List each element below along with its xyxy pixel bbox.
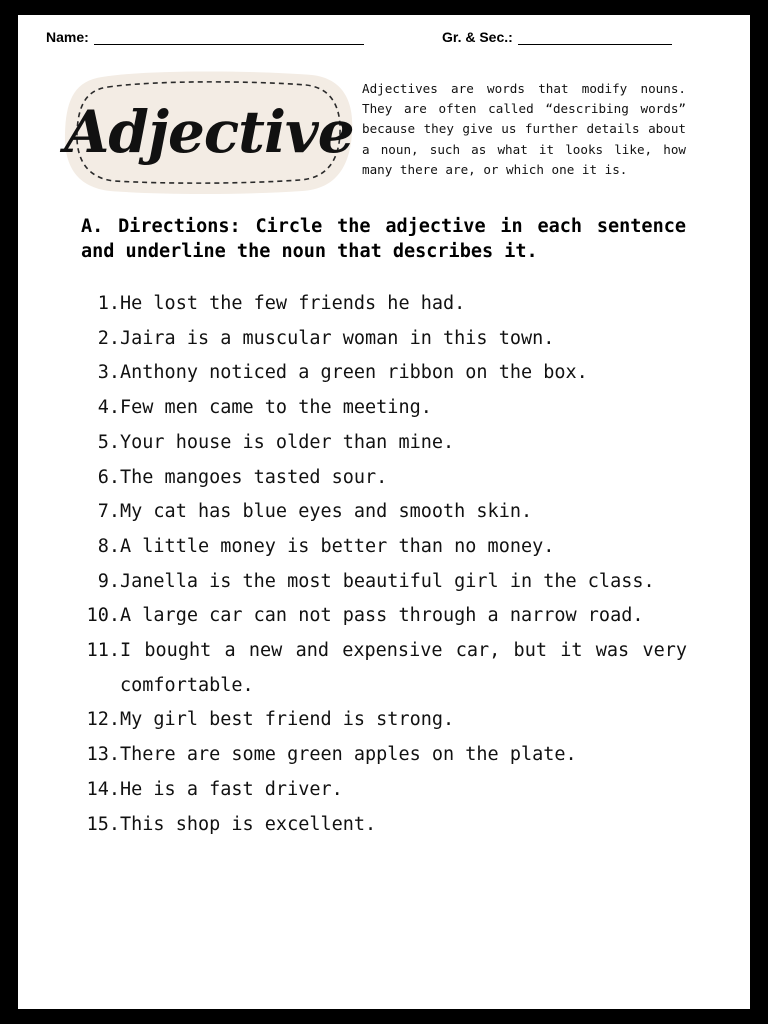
list-item <box>76 808 687 843</box>
item-sentence: I bought a new and expensive car, but it was very comfortable. <box>120 640 687 696</box>
item-sentence: A little money is better than no money. <box>120 535 555 557</box>
item-number: 9. <box>97 570 120 592</box>
list-item <box>76 391 687 426</box>
grade-section-label: Gr. & Sec.: <box>442 29 513 45</box>
item-number: 14. <box>86 778 120 800</box>
list-item <box>76 738 687 773</box>
item-number: 12. <box>86 709 120 731</box>
list-item <box>76 530 687 565</box>
list-item <box>76 461 687 496</box>
grade-section-blank-line[interactable] <box>518 30 672 45</box>
list-item <box>76 495 687 530</box>
item-sentence: Your house is older than mine. <box>120 431 455 453</box>
item-sentence: Janella is the most beautiful girl in the class. <box>120 570 655 592</box>
item-number: 10. <box>86 605 120 627</box>
worksheet-page <box>18 15 750 1009</box>
item-number: 6. <box>97 466 120 488</box>
intro-paragraph: Adjectives are words that modify nouns. They are often called “describing words” because they give us further details about a noun, such as what it looks like, how many there are, or which one it is. <box>362 81 686 177</box>
title-badge <box>62 67 356 197</box>
item-sentence: Anthony noticed a green ribbon on the box. <box>120 362 588 384</box>
item-sentence: He lost the few friends he had. <box>120 293 466 314</box>
item-sentence: The mangoes tasted sour. <box>120 466 388 488</box>
name-blank-line[interactable] <box>94 30 364 45</box>
item-number: 4. <box>97 397 120 419</box>
item-number: 13. <box>86 744 120 766</box>
list-item <box>76 634 687 703</box>
list-item <box>76 599 687 634</box>
list-item <box>76 773 687 808</box>
student-info-header <box>46 29 722 51</box>
item-sentence: Jaira is a muscular woman in this town. <box>120 327 555 349</box>
directions-text: A. Directions: Circle the adjective in each sentence and underline the noun that describes it. <box>81 216 686 262</box>
list-item <box>76 356 687 391</box>
item-number: 11. <box>86 640 120 662</box>
list-item <box>76 426 687 461</box>
item-sentence: My girl best friend is strong. <box>120 709 455 731</box>
name-field[interactable] <box>46 29 364 45</box>
item-number: 3. <box>97 362 120 384</box>
item-number: 1. <box>97 293 120 314</box>
item-sentence: He is a fast driver. <box>120 778 343 800</box>
exercise-list <box>76 287 687 842</box>
grade-section-field[interactable] <box>442 29 672 45</box>
item-sentence: There are some green apples on the plate. <box>120 744 577 766</box>
list-item <box>76 322 687 357</box>
item-sentence: My cat has blue eyes and smooth skin. <box>120 501 533 523</box>
item-sentence: Few men came to the meeting. <box>120 397 432 419</box>
list-item <box>76 703 687 738</box>
item-number: 5. <box>97 431 120 453</box>
worksheet-title: Adjective <box>64 98 354 166</box>
item-number: 8. <box>97 535 120 557</box>
list-item <box>76 287 687 322</box>
item-sentence: A large car can not pass through a narrow road. <box>120 605 644 627</box>
item-number: 15. <box>86 813 120 835</box>
item-number: 7. <box>97 501 120 523</box>
name-label: Name: <box>46 29 89 45</box>
item-number: 2. <box>97 327 120 349</box>
item-sentence: This shop is excellent. <box>120 813 377 835</box>
list-item <box>76 565 687 600</box>
